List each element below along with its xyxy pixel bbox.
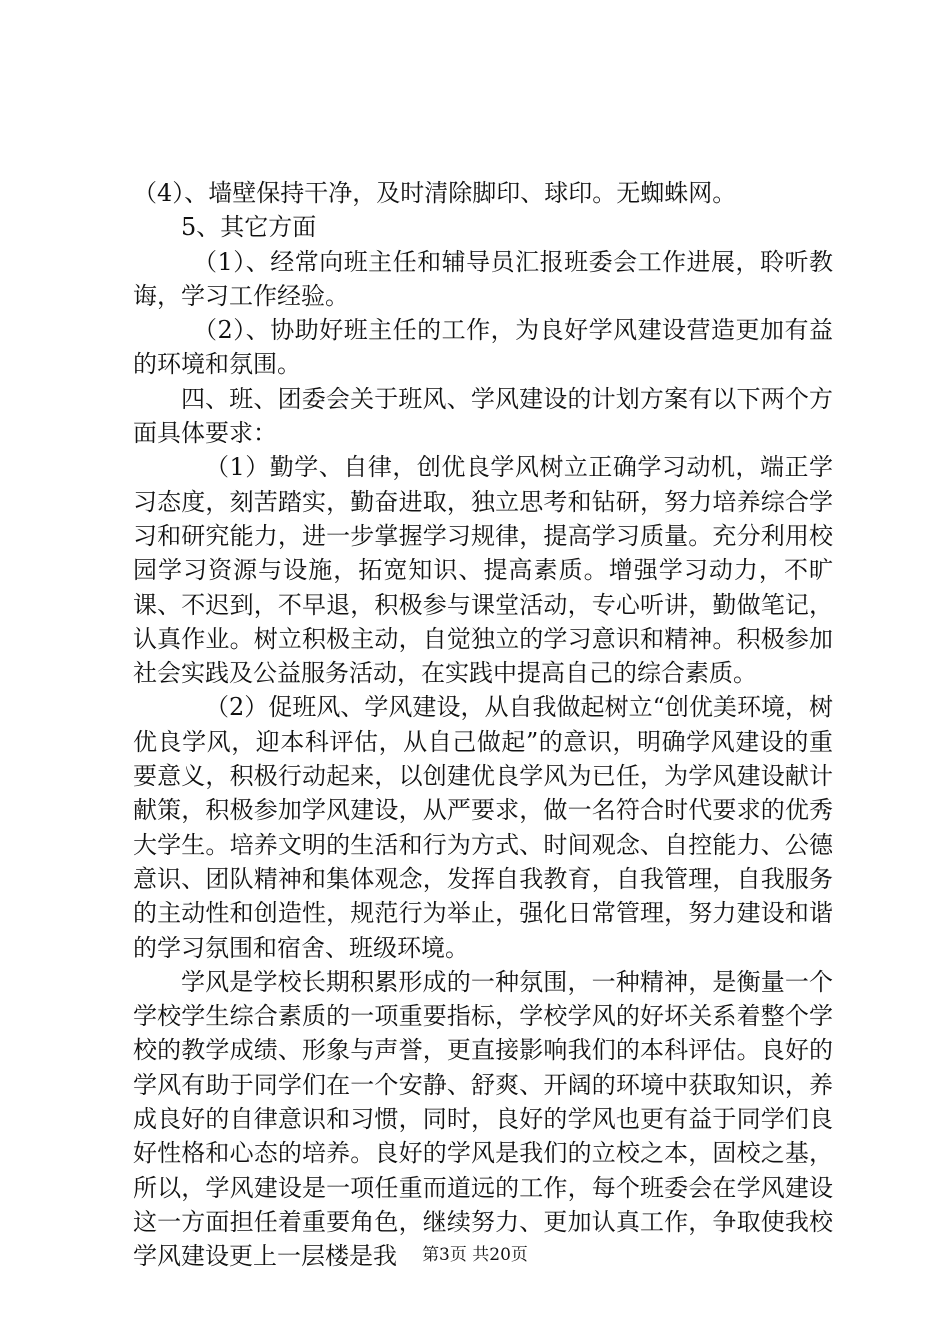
paragraph-report-progress: （1）、经常向班主任和辅导员汇报班委会工作进展，聆听教诲，学习工作经验。	[133, 247, 833, 310]
page-number-footer: 第3页 共20页	[422, 1245, 528, 1265]
document-body	[133, 176, 833, 1274]
paragraph-wall-cleaning: （4）、墙壁保持干净，及时清除脚印、球印。无蜘蛛网。	[133, 179, 737, 207]
paragraph-diligent-study: （1）勤学、自律，创优良学风树立正确学习动机，端正学习态度，刻苦踏实，勤奋进取，独立思考和钻研，努力培养综合学习和研究能力，进一步掌握学习规律，提高学习质量。充分利用校园学习资源与设施，拓宽知识、提高素质。增强学习动力，不旷课、不迟到，不早退，积极参与课堂活动，专心听讲，勤做笔记，认真作业。树立积极主动，自觉独立的学习意识和精神。积极参加社会实践及公益服务活动，在实践中提高自己的综合素质。	[133, 453, 833, 688]
heading-other-aspects: 5、其它方面	[181, 213, 317, 242]
heading-section-four: 四、班、团委会关于班风、学风建设的计划方案有以下两个方面具体要求：	[133, 384, 833, 448]
paragraph-assist-teacher: （2）、协助好班主任的工作，为良好学风建设营造更加有益的环境和氛围。	[133, 316, 833, 379]
paragraph-class-style: （2）促班风、学风建设，从自我做起树立“创优美环境，树优良学风，迎本科评估，从自己做起”的意识，明确学风建设的重要意义，积极行动起来，以创建优良学风为已任，为学风建设献计献策，积极参加学风建设，从严要求，做一名符合时代要求的优秀大学生。培养文明的生活和行为方式、时间观念、自控能力、公德意识、团队精神和集体观念，发挥自我教育，自我管理，自我服务的主动性和创造性，规范行为举止，强化日常管理，努力建设和谐的学习氛围和宿舍、班级环境。	[133, 693, 833, 962]
paragraph-study-atmosphere: 学风是学校长期积累形成的一种氛围，一种精神，是衡量一个学校学生综合素质的一项重要指标，学校学风的好坏关系着整个学校的教学成绩、形象与声誉，更直接影响我们的本科评估。良好的学风有助于同学们在一个安静、舒爽、开阔的环境中获取知识，养成良好的自律意识和习惯，同时，良好的学风也更有益于同学们良好性格和心态的培养。良好的学风是我们的立校之本，固校之基，所以，学风建设是一项任重而道远的工作，每个班委会在学风建设这一方面担任着重要角色，继续努力、更加认真工作，争取使我校学风建设更上一层楼是我	[133, 967, 833, 1271]
